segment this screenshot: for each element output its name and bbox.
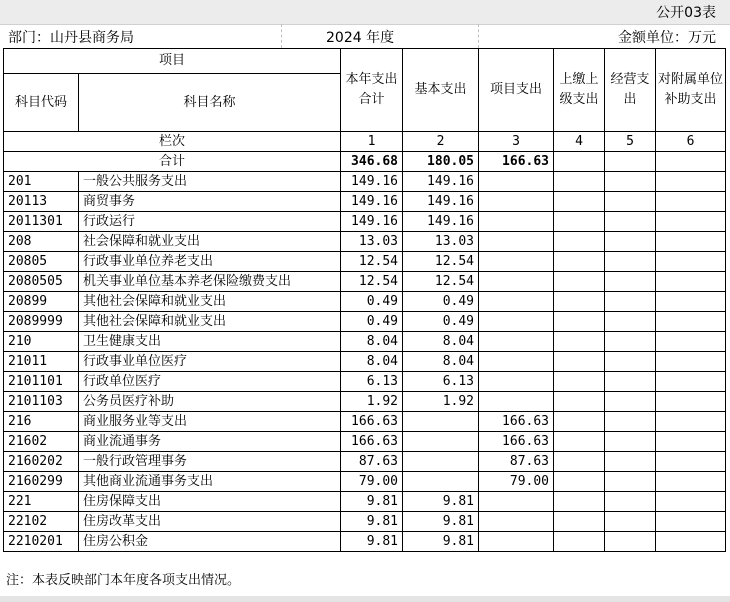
table-row xyxy=(4,352,726,372)
row-col2: 0.49 xyxy=(403,292,479,312)
row-col6 xyxy=(656,532,726,552)
row-col5 xyxy=(605,512,656,532)
row-code: 21602 xyxy=(4,432,79,452)
row-col6 xyxy=(656,512,726,532)
row-col4 xyxy=(554,452,605,472)
row-code: 208 xyxy=(4,232,79,252)
total-col1: 346.68 xyxy=(341,152,403,172)
row-col2: 9.81 xyxy=(403,512,479,532)
table-header xyxy=(4,49,726,172)
top-band xyxy=(0,0,730,25)
row-name: 行政事业单位医疗 xyxy=(79,352,341,372)
row-col3 xyxy=(479,332,554,352)
row-col2: 149.16 xyxy=(403,212,479,232)
row-col3 xyxy=(479,312,554,332)
row-col4 xyxy=(554,212,605,232)
row-col1: 149.16 xyxy=(341,172,403,192)
row-col2: 149.16 xyxy=(403,192,479,212)
row-col4 xyxy=(554,532,605,552)
row-col5 xyxy=(605,232,656,252)
row-col5 xyxy=(605,492,656,512)
table-row xyxy=(4,412,726,432)
lanci-label: 栏次 xyxy=(4,132,341,152)
row-col5 xyxy=(605,172,656,192)
row-col2: 149.16 xyxy=(403,172,479,192)
row-col1: 0.49 xyxy=(341,292,403,312)
table-row xyxy=(4,532,726,552)
row-col3 xyxy=(479,272,554,292)
row-name: 住房保障支出 xyxy=(79,492,341,512)
row-col6 xyxy=(656,212,726,232)
row-col6 xyxy=(656,452,726,472)
total-label: 合计 xyxy=(4,152,341,172)
row-col5 xyxy=(605,532,656,552)
row-col2: 1.92 xyxy=(403,392,479,412)
col-number: 5 xyxy=(605,132,656,152)
row-col3 xyxy=(479,372,554,392)
row-col5 xyxy=(605,352,656,372)
footnote: 注：本表反映部门本年度各项支出情况。 xyxy=(6,573,241,588)
year-label: 2024 年度 xyxy=(326,30,395,46)
row-col1: 79.00 xyxy=(341,472,403,492)
form-id: 公开03表 xyxy=(656,5,716,21)
table-row xyxy=(4,252,726,272)
row-col1: 166.63 xyxy=(341,412,403,432)
total-col6 xyxy=(656,152,726,172)
total-col4 xyxy=(554,152,605,172)
header-code: 科目代码 xyxy=(4,74,79,132)
row-col6 xyxy=(656,372,726,392)
cell-divider xyxy=(281,24,282,48)
row-col6 xyxy=(656,232,726,252)
col-number: 2 xyxy=(403,132,479,152)
row-col4 xyxy=(554,512,605,532)
row-col1: 9.81 xyxy=(341,492,403,512)
row-code: 2101103 xyxy=(4,392,79,412)
table-row xyxy=(4,272,726,292)
table-row xyxy=(4,212,726,232)
row-col3 xyxy=(479,512,554,532)
row-col4 xyxy=(554,432,605,452)
row-col5 xyxy=(605,392,656,412)
row-col1: 12.54 xyxy=(341,252,403,272)
row-col5 xyxy=(605,192,656,212)
row-col6 xyxy=(656,312,726,332)
row-col5 xyxy=(605,292,656,312)
row-name: 商业服务业等支出 xyxy=(79,412,341,432)
header-col5: 经营支出 xyxy=(605,49,656,132)
row-col1: 9.81 xyxy=(341,512,403,532)
table-row xyxy=(4,512,726,532)
row-col6 xyxy=(656,412,726,432)
row-col4 xyxy=(554,172,605,192)
table-row xyxy=(4,392,726,412)
row-col2 xyxy=(403,432,479,452)
row-name: 住房改革支出 xyxy=(79,512,341,532)
col-number: 3 xyxy=(479,132,554,152)
row-code: 2160299 xyxy=(4,472,79,492)
row-col6 xyxy=(656,292,726,312)
row-col2: 12.54 xyxy=(403,272,479,292)
row-col3: 87.63 xyxy=(479,452,554,472)
row-col4 xyxy=(554,232,605,252)
table-row xyxy=(4,192,726,212)
row-col4 xyxy=(554,372,605,392)
row-col2: 0.49 xyxy=(403,312,479,332)
department-label: 部门：山丹县商务局 xyxy=(8,30,134,46)
row-name: 行政单位医疗 xyxy=(79,372,341,392)
row-col1: 87.63 xyxy=(341,452,403,472)
row-col6 xyxy=(656,252,726,272)
row-col2: 9.81 xyxy=(403,532,479,552)
meta-row xyxy=(0,24,730,48)
row-code: 21011 xyxy=(4,352,79,372)
row-col1: 9.81 xyxy=(341,532,403,552)
row-code: 22102 xyxy=(4,512,79,532)
expenditure-table xyxy=(3,48,726,552)
row-col1: 6.13 xyxy=(341,372,403,392)
row-col2: 8.04 xyxy=(403,352,479,372)
row-name: 机关事业单位基本养老保险缴费支出 xyxy=(79,272,341,292)
row-name: 一般行政管理事务 xyxy=(79,452,341,472)
row-code: 2080505 xyxy=(4,272,79,292)
row-col3 xyxy=(479,232,554,252)
row-code: 20113 xyxy=(4,192,79,212)
header-col4: 上缴上级支出 xyxy=(554,49,605,132)
row-name: 其他商业流通事务支出 xyxy=(79,472,341,492)
row-code: 20899 xyxy=(4,292,79,312)
row-col5 xyxy=(605,312,656,332)
row-col6 xyxy=(656,192,726,212)
row-col5 xyxy=(605,412,656,432)
row-code: 210 xyxy=(4,332,79,352)
row-code: 201 xyxy=(4,172,79,192)
total-col5 xyxy=(605,152,656,172)
row-name: 其他社会保障和就业支出 xyxy=(79,292,341,312)
row-col1: 8.04 xyxy=(341,332,403,352)
row-col3 xyxy=(479,392,554,412)
row-col5 xyxy=(605,452,656,472)
col-number: 4 xyxy=(554,132,605,152)
table-row xyxy=(4,332,726,352)
row-col2: 6.13 xyxy=(403,372,479,392)
row-col1: 13.03 xyxy=(341,232,403,252)
table-row xyxy=(4,492,726,512)
row-col6 xyxy=(656,472,726,492)
row-col3 xyxy=(479,212,554,232)
bottom-scrollbar[interactable] xyxy=(0,596,730,602)
row-col1: 12.54 xyxy=(341,272,403,292)
row-col4 xyxy=(554,252,605,272)
row-col2 xyxy=(403,412,479,432)
row-col6 xyxy=(656,392,726,412)
row-col5 xyxy=(605,332,656,352)
row-code: 216 xyxy=(4,412,79,432)
row-name: 住房公积金 xyxy=(79,532,341,552)
row-col3 xyxy=(479,532,554,552)
row-col3 xyxy=(479,352,554,372)
row-col4 xyxy=(554,492,605,512)
row-col2: 9.81 xyxy=(403,492,479,512)
row-code: 2210201 xyxy=(4,532,79,552)
row-col3 xyxy=(479,292,554,312)
row-col1: 149.16 xyxy=(341,212,403,232)
row-name: 行政运行 xyxy=(79,212,341,232)
row-col1: 166.63 xyxy=(341,432,403,452)
header-col6: 对附属单位补助支出 xyxy=(656,49,726,132)
header-item: 项目 xyxy=(4,49,341,74)
row-code: 221 xyxy=(4,492,79,512)
row-code: 2101101 xyxy=(4,372,79,392)
row-col5 xyxy=(605,472,656,492)
header-name: 科目名称 xyxy=(79,74,341,132)
row-code: 2089999 xyxy=(4,312,79,332)
row-col5 xyxy=(605,252,656,272)
row-col5 xyxy=(605,372,656,392)
row-col5 xyxy=(605,212,656,232)
row-col2: 12.54 xyxy=(403,252,479,272)
row-col6 xyxy=(656,272,726,292)
total-col3: 166.63 xyxy=(479,152,554,172)
expenditure-sheet xyxy=(0,48,730,552)
table-row xyxy=(4,312,726,332)
total-row xyxy=(4,152,726,172)
row-col1: 8.04 xyxy=(341,352,403,372)
row-col4 xyxy=(554,272,605,292)
table-row xyxy=(4,172,726,192)
header-col3: 项目支出 xyxy=(479,49,554,132)
row-col5 xyxy=(605,432,656,452)
table-body xyxy=(4,172,726,552)
row-name: 一般公共服务支出 xyxy=(79,172,341,192)
row-col4 xyxy=(554,332,605,352)
row-col3 xyxy=(479,252,554,272)
row-name: 行政事业单位养老支出 xyxy=(79,252,341,272)
row-col6 xyxy=(656,352,726,372)
header-col1: 本年支出合计 xyxy=(341,49,403,132)
table-row xyxy=(4,472,726,492)
row-name: 社会保障和就业支出 xyxy=(79,232,341,252)
row-col3 xyxy=(479,192,554,212)
row-name: 公务员医疗补助 xyxy=(79,392,341,412)
row-col3: 79.00 xyxy=(479,472,554,492)
row-col4 xyxy=(554,352,605,372)
table-row xyxy=(4,432,726,452)
row-col2 xyxy=(403,472,479,492)
header-col2: 基本支出 xyxy=(403,49,479,132)
row-col1: 1.92 xyxy=(341,392,403,412)
row-name: 其他社会保障和就业支出 xyxy=(79,312,341,332)
col-number: 1 xyxy=(341,132,403,152)
row-col3: 166.63 xyxy=(479,412,554,432)
row-col4 xyxy=(554,292,605,312)
row-col2: 8.04 xyxy=(403,332,479,352)
row-col6 xyxy=(656,172,726,192)
row-code: 20805 xyxy=(4,252,79,272)
table-row xyxy=(4,292,726,312)
row-col4 xyxy=(554,472,605,492)
row-col3: 166.63 xyxy=(479,432,554,452)
row-col6 xyxy=(656,332,726,352)
row-col3 xyxy=(479,172,554,192)
col-number: 6 xyxy=(656,132,726,152)
row-col4 xyxy=(554,312,605,332)
table-row xyxy=(4,372,726,392)
row-name: 商贸事务 xyxy=(79,192,341,212)
row-col1: 0.49 xyxy=(341,312,403,332)
row-col6 xyxy=(656,492,726,512)
total-col2: 180.05 xyxy=(403,152,479,172)
cell-divider xyxy=(478,24,479,48)
unit-label: 金额单位：万元 xyxy=(618,30,716,46)
table-row xyxy=(4,232,726,252)
row-code: 2160202 xyxy=(4,452,79,472)
row-name: 卫生健康支出 xyxy=(79,332,341,352)
row-col4 xyxy=(554,192,605,212)
row-col6 xyxy=(656,432,726,452)
row-col1: 149.16 xyxy=(341,192,403,212)
row-col5 xyxy=(605,272,656,292)
row-name: 商业流通事务 xyxy=(79,432,341,452)
row-code: 2011301 xyxy=(4,212,79,232)
row-col4 xyxy=(554,412,605,432)
row-col3 xyxy=(479,492,554,512)
row-col2: 13.03 xyxy=(403,232,479,252)
row-col2 xyxy=(403,452,479,472)
row-col4 xyxy=(554,392,605,412)
table-row xyxy=(4,452,726,472)
